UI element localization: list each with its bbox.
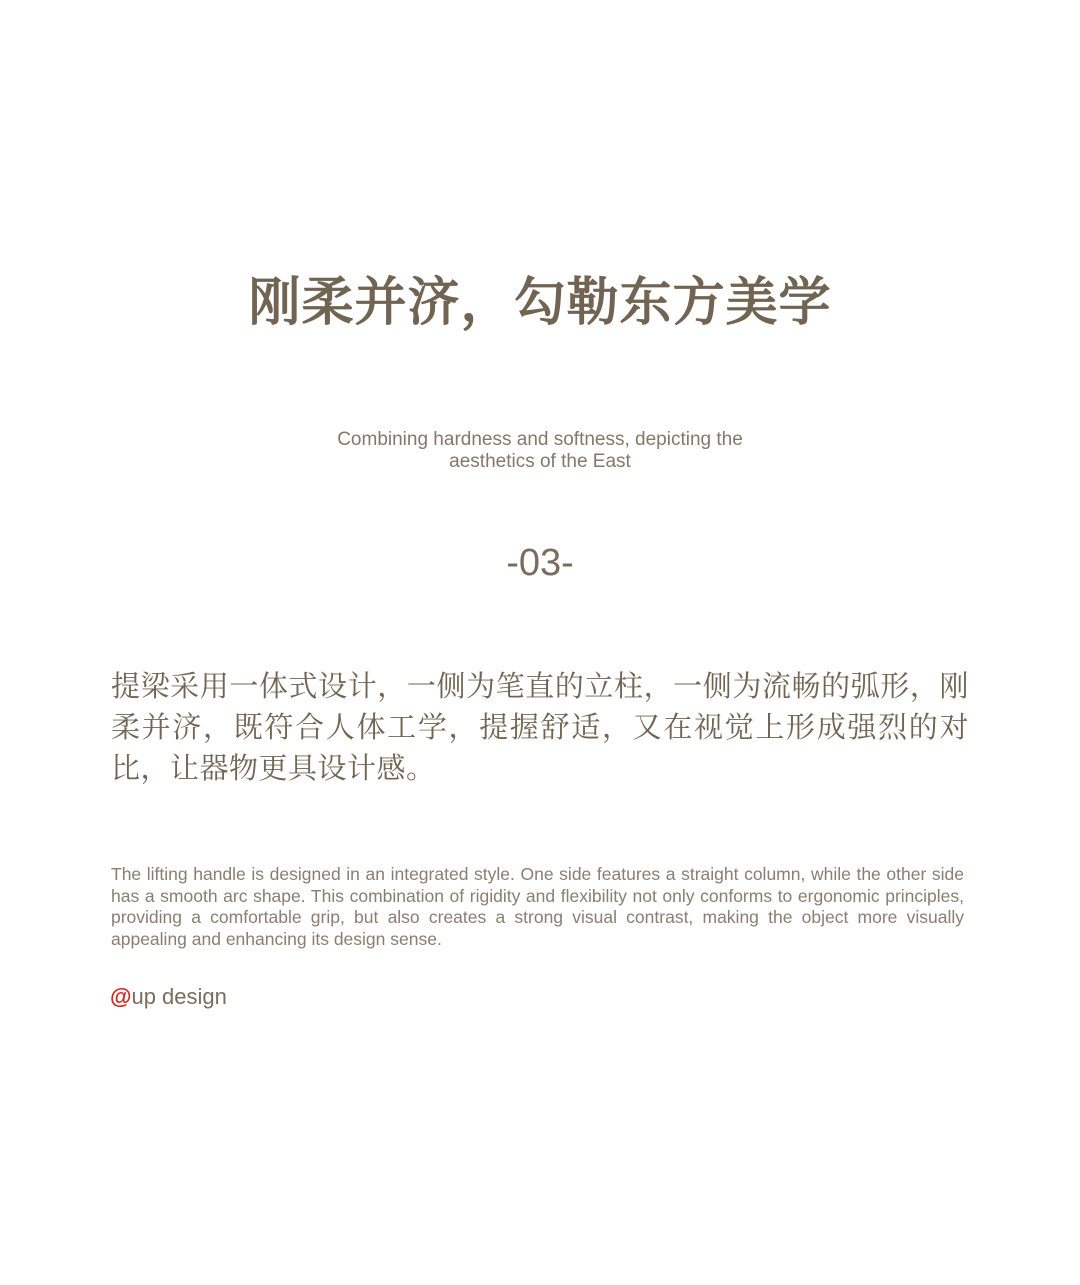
- page-title: 刚柔并济，勾勒东方美学: [248, 273, 832, 333]
- at-symbol: @: [110, 984, 132, 1009]
- body-text-english: The lifting handle is designed in an integrated style. One side features a straight column, while the other side has a smooth arc shape. This combination of rigidity and flexibility not only conforms to ergonomic principles, providing a comfortable grip, but also creates a strong visual contrast, making the object more visually appealing and enhancing its design sense.: [111, 864, 964, 950]
- page-subtitle: Combining hardness and softness, depicting the aesthetics of the East: [337, 429, 743, 472]
- designer-credit: [110, 982, 227, 1012]
- designer-name: up design: [131, 984, 227, 1009]
- body-text-chinese: 提梁采用一体式设计，一侧为笔直的立柱，一侧为流畅的弧形，刚柔并济，既符合人体工学，提握舒适，又在视觉上形成强烈的对比，让器物更具设计感。: [111, 669, 969, 785]
- section-number: -03-: [506, 542, 574, 584]
